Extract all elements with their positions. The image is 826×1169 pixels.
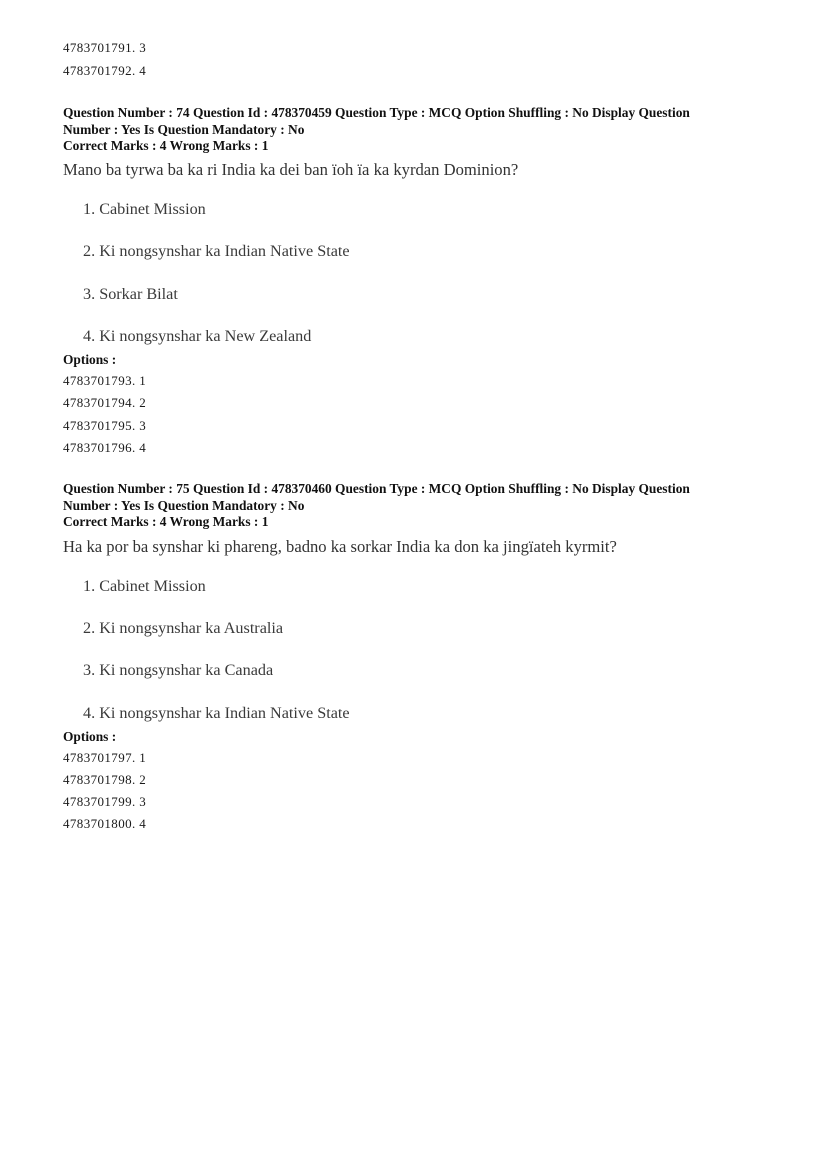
- question-text: Mano ba tyrwa ba ka ri India ka dei ban ïoh ïa ka kyrdan Dominion?: [63, 160, 519, 179]
- option-line: 4783701794. 2: [63, 395, 147, 410]
- options-label: Options :: [63, 352, 117, 367]
- question-marks: Correct Marks : 4 Wrong Marks : 1: [63, 138, 269, 153]
- options-label: Options :: [63, 729, 117, 744]
- question-meta-line1: Question Number : 75 Question Id : 478370460 Question Type : MCQ Option Shuffling : No Display Question: [63, 481, 690, 496]
- option-line: 4783701797. 1: [63, 750, 147, 765]
- option-line: 4783701795. 3: [63, 418, 147, 433]
- question-meta: [63, 105, 763, 155]
- choice-item: 1. Cabinet Mission: [83, 200, 206, 218]
- option-line: 4783701796. 4: [63, 440, 147, 455]
- option-line: 4783701798. 2: [63, 772, 147, 787]
- question-meta-line2: Number : Yes Is Question Mandatory : No: [63, 497, 305, 513]
- option-line: 4783701793. 1: [63, 373, 147, 388]
- option-line: 4783701800. 4: [63, 816, 147, 831]
- option-line: 4783701792. 4: [63, 63, 147, 78]
- choice-item: 4. Ki nongsynshar ka Indian Native State: [83, 704, 350, 722]
- option-line: 4783701799. 3: [63, 794, 147, 809]
- choice-item: 1. Cabinet Mission: [83, 577, 206, 595]
- choice-item: 3. Sorkar Bilat: [83, 285, 178, 303]
- question-meta: [63, 481, 763, 531]
- question-text: Ha ka por ba synshar ki phareng, badno ka sorkar India ka don ka jingïateh kyrmit?: [63, 537, 617, 556]
- question-marks: Correct Marks : 4 Wrong Marks : 1: [63, 514, 269, 529]
- option-line: 4783701791. 3: [63, 40, 147, 55]
- choice-item: 2. Ki nongsynshar ka Indian Native State: [83, 242, 350, 260]
- question-meta-line1: Question Number : 74 Question Id : 478370459 Question Type : MCQ Option Shuffling : No Display Question: [63, 105, 690, 120]
- question-meta-line2: Number : Yes Is Question Mandatory : No: [63, 121, 305, 137]
- choice-item: 3. Ki nongsynshar ka Canada: [83, 661, 274, 679]
- choice-item: 2. Ki nongsynshar ka Australia: [83, 619, 284, 637]
- choice-item: 4. Ki nongsynshar ka New Zealand: [83, 327, 312, 345]
